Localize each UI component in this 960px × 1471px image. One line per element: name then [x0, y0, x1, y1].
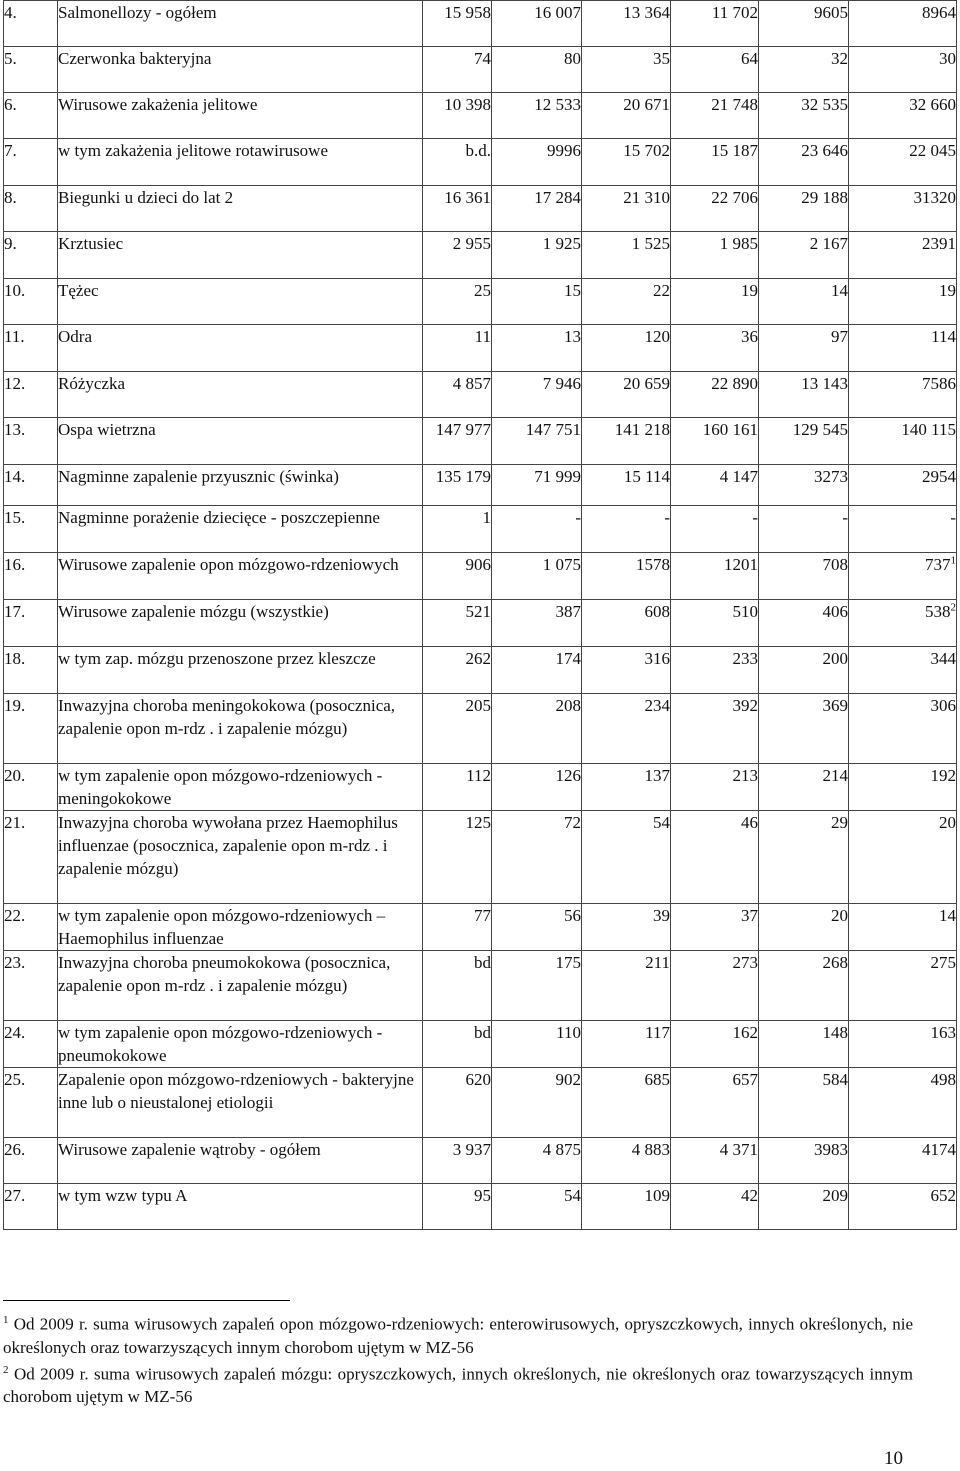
value-cell: [849, 232, 957, 279]
value-cell: 112: [423, 764, 492, 811]
disease-name: w tym zap. mózgu przenoszone przez kleszcze: [58, 647, 423, 694]
value-text: 22 045: [909, 141, 956, 160]
value-cell: 135 179: [423, 465, 492, 506]
value-text: 652: [930, 1186, 956, 1205]
value-cell: 15 958: [423, 1, 492, 47]
value-text: 344: [930, 649, 956, 668]
row-number: 22.: [4, 904, 58, 951]
value-cell: [849, 1138, 957, 1184]
value-cell: 13 143: [759, 372, 849, 418]
value-cell: 608: [582, 600, 671, 647]
value-cell: 147 977: [423, 418, 492, 465]
table-row: [4, 647, 957, 694]
row-number: 19.: [4, 694, 58, 764]
value-text: 30: [939, 49, 956, 68]
value-cell: bd: [423, 1021, 492, 1068]
value-cell: 23 646: [759, 139, 849, 186]
value-cell: 109: [582, 1184, 671, 1230]
value-cell: 174: [492, 647, 582, 694]
value-text: 31320: [913, 188, 956, 207]
value-cell: 21 748: [671, 93, 759, 139]
value-cell: [849, 553, 957, 600]
disease-name: Różyczka: [58, 372, 423, 418]
value-text: -: [950, 508, 956, 527]
value-text: 20: [939, 813, 956, 832]
disease-name: w tym wzw typu A: [58, 1184, 423, 1230]
value-cell: 125: [423, 811, 492, 904]
disease-name: Nagminne zapalenie przyusznic (świnka): [58, 465, 423, 506]
disease-name: Zapalenie opon mózgowo-rdzeniowych - bakteryjne inne lub o nieustalonej etiologii: [58, 1068, 423, 1138]
value-cell: 97: [759, 325, 849, 372]
value-cell: 21 310: [582, 186, 671, 232]
value-cell: [849, 186, 957, 232]
row-number: 21.: [4, 811, 58, 904]
disease-name: w tym zakażenia jelitowe rotawirusowe: [58, 139, 423, 186]
value-cell: 209: [759, 1184, 849, 1230]
value-cell: 22: [582, 279, 671, 325]
value-cell: [849, 694, 957, 764]
value-cell: 141 218: [582, 418, 671, 465]
value-cell: [849, 647, 957, 694]
value-cell: 657: [671, 1068, 759, 1138]
table-row: [4, 1138, 957, 1184]
value-text: 4174: [922, 1140, 956, 1159]
value-cell: -: [671, 506, 759, 553]
footnote-separator: [3, 1300, 290, 1301]
value-cell: 4 883: [582, 1138, 671, 1184]
value-cell: 3273: [759, 465, 849, 506]
value-text: 538: [925, 602, 951, 621]
table-row: [4, 139, 957, 186]
value-cell: 902: [492, 1068, 582, 1138]
value-cell: 16 361: [423, 186, 492, 232]
footnote-text: Od 2009 r. suma wirusowych zapaleń opon mózgowo-rdzeniowych: enterowirusowych, opryszczkowych, innych określonych, nie określonych oraz towarzyszących innym chorobom ujętym w MZ-56: [3, 1314, 913, 1357]
value-cell: 137: [582, 764, 671, 811]
table-row: [4, 232, 957, 279]
row-number: 20.: [4, 764, 58, 811]
value-cell: 15 702: [582, 139, 671, 186]
value-cell: 29: [759, 811, 849, 904]
value-text: 8964: [922, 3, 956, 22]
value-cell: 15 187: [671, 139, 759, 186]
value-cell: 268: [759, 951, 849, 1021]
value-cell: 37: [671, 904, 759, 951]
value-cell: b.d.: [423, 139, 492, 186]
value-cell: [849, 764, 957, 811]
value-cell: [849, 325, 957, 372]
value-cell: 46: [671, 811, 759, 904]
value-cell: 906: [423, 553, 492, 600]
value-text: 14: [939, 906, 956, 925]
value-cell: 120: [582, 325, 671, 372]
row-number: 11.: [4, 325, 58, 372]
table-row: [4, 418, 957, 465]
page-number: 10: [884, 1448, 903, 1469]
row-number: 12.: [4, 372, 58, 418]
value-cell: 20 659: [582, 372, 671, 418]
value-cell: 234: [582, 694, 671, 764]
value-cell: [849, 93, 957, 139]
disease-name: Inwazyjna choroba meningokokowa (posocznica, zapalenie opon m-rdz . i zapalenie mózgu): [58, 694, 423, 764]
value-cell: 77: [423, 904, 492, 951]
value-cell: 12 533: [492, 93, 582, 139]
value-cell: 54: [582, 811, 671, 904]
value-cell: 20 671: [582, 93, 671, 139]
value-cell: 29 188: [759, 186, 849, 232]
value-cell: 1 075: [492, 553, 582, 600]
table-row: [4, 951, 957, 1021]
value-cell: 13: [492, 325, 582, 372]
value-cell: 510: [671, 600, 759, 647]
value-cell: 9605: [759, 1, 849, 47]
value-cell: 233: [671, 647, 759, 694]
value-text: 114: [931, 327, 956, 346]
value-text: 2391: [922, 234, 956, 253]
disease-name: Tężec: [58, 279, 423, 325]
disease-name: Krztusiec: [58, 232, 423, 279]
disease-name: Wirusowe zapalenie opon mózgowo-rdzeniowych: [58, 553, 423, 600]
value-cell: 9996: [492, 139, 582, 186]
disease-name: Ospa wietrzna: [58, 418, 423, 465]
value-cell: 32: [759, 47, 849, 93]
value-cell: 56: [492, 904, 582, 951]
value-cell: 19: [671, 279, 759, 325]
row-number: 13.: [4, 418, 58, 465]
disease-name: Inwazyjna choroba pneumokokowa (posocznica, zapalenie opon m-rdz . i zapalenie mózgu): [58, 951, 423, 1021]
row-number: 8.: [4, 186, 58, 232]
value-cell: 117: [582, 1021, 671, 1068]
value-cell: [849, 811, 957, 904]
table-row: [4, 465, 957, 506]
row-number: 27.: [4, 1184, 58, 1230]
value-cell: 14: [759, 279, 849, 325]
value-cell: 1 985: [671, 232, 759, 279]
value-cell: 16 007: [492, 1, 582, 47]
value-cell: bd: [423, 951, 492, 1021]
value-cell: 22 706: [671, 186, 759, 232]
table-row: [4, 553, 957, 600]
value-cell: [849, 951, 957, 1021]
table-row: [4, 47, 957, 93]
footnote-text: Od 2009 r. suma wirusowych zapaleń mózgu: opryszczkowych, innych określonych, nie określonych oraz towarzyszących innym chorobom ujętym w MZ-56: [3, 1364, 913, 1407]
table-row: [4, 600, 957, 647]
table-row: [4, 186, 957, 232]
value-cell: 162: [671, 1021, 759, 1068]
value-cell: 4 857: [423, 372, 492, 418]
value-cell: 17 284: [492, 186, 582, 232]
value-cell: 72: [492, 811, 582, 904]
value-cell: 7 946: [492, 372, 582, 418]
disease-name: Wirusowe zakażenia jelitowe: [58, 93, 423, 139]
value-cell: 1201: [671, 553, 759, 600]
value-cell: [849, 47, 957, 93]
value-cell: 4 875: [492, 1138, 582, 1184]
value-cell: 42: [671, 1184, 759, 1230]
table-row: [4, 694, 957, 764]
value-cell: [849, 1184, 957, 1230]
footnote-marker: 1: [3, 1314, 9, 1326]
value-cell: 32 535: [759, 93, 849, 139]
value-cell: -: [759, 506, 849, 553]
table-row: [4, 325, 957, 372]
row-number: 10.: [4, 279, 58, 325]
value-cell: [849, 279, 957, 325]
value-cell: 74: [423, 47, 492, 93]
value-cell: 584: [759, 1068, 849, 1138]
disease-statistics-table: [3, 0, 957, 1230]
row-number: 16.: [4, 553, 58, 600]
value-cell: [849, 1021, 957, 1068]
row-number: 15.: [4, 506, 58, 553]
value-cell: 147 751: [492, 418, 582, 465]
row-number: 18.: [4, 647, 58, 694]
value-text: 163: [930, 1023, 956, 1042]
table-row: [4, 904, 957, 951]
value-cell: 36: [671, 325, 759, 372]
row-number: 17.: [4, 600, 58, 647]
value-cell: -: [492, 506, 582, 553]
disease-name: Odra: [58, 325, 423, 372]
value-cell: 4 147: [671, 465, 759, 506]
value-cell: 205: [423, 694, 492, 764]
value-text: 19: [939, 281, 956, 300]
value-cell: 214: [759, 764, 849, 811]
row-number: 5.: [4, 47, 58, 93]
disease-name: Inwazyjna choroba wywołana przez Haemophilus influenzae (posocznica, zapalenie opon m-rdz . i zapalenie mózgu): [58, 811, 423, 904]
value-cell: [849, 904, 957, 951]
value-cell: 708: [759, 553, 849, 600]
footnote: [3, 1359, 913, 1409]
value-cell: -: [582, 506, 671, 553]
table-row: [4, 279, 957, 325]
row-number: 9.: [4, 232, 58, 279]
value-cell: 406: [759, 600, 849, 647]
footnote: [3, 1309, 913, 1359]
value-cell: 521: [423, 600, 492, 647]
row-number: 26.: [4, 1138, 58, 1184]
footnote-reference: 1: [950, 554, 956, 567]
value-cell: 80: [492, 47, 582, 93]
value-cell: 200: [759, 647, 849, 694]
value-cell: 3 937: [423, 1138, 492, 1184]
value-cell: 1: [423, 506, 492, 553]
value-cell: 211: [582, 951, 671, 1021]
value-cell: 262: [423, 647, 492, 694]
table-row: [4, 1021, 957, 1068]
value-cell: 316: [582, 647, 671, 694]
footnote-reference: 2: [950, 601, 956, 614]
row-number: 23.: [4, 951, 58, 1021]
value-cell: 208: [492, 694, 582, 764]
value-cell: [849, 139, 957, 186]
value-cell: 387: [492, 600, 582, 647]
value-cell: 4 371: [671, 1138, 759, 1184]
disease-name: w tym zapalenie opon mózgowo-rdzeniowych - meningokokowe: [58, 764, 423, 811]
disease-name: Czerwonka bakteryjna: [58, 47, 423, 93]
value-cell: 392: [671, 694, 759, 764]
value-text: 192: [930, 766, 956, 785]
value-cell: [849, 372, 957, 418]
value-cell: [849, 600, 957, 647]
value-cell: 369: [759, 694, 849, 764]
table-row: [4, 1068, 957, 1138]
value-cell: 160 161: [671, 418, 759, 465]
value-cell: 620: [423, 1068, 492, 1138]
disease-name: w tym zapalenie opon mózgowo-rdzeniowych – Haemophilus influenzae: [58, 904, 423, 951]
value-cell: 175: [492, 951, 582, 1021]
value-cell: 20: [759, 904, 849, 951]
disease-name: Nagminne porażenie dziecięce - poszczepienne: [58, 506, 423, 553]
value-cell: [849, 1, 957, 47]
disease-name: Biegunki u dzieci do lat 2: [58, 186, 423, 232]
value-cell: 54: [492, 1184, 582, 1230]
value-cell: 64: [671, 47, 759, 93]
value-cell: 1 525: [582, 232, 671, 279]
value-cell: 15 114: [582, 465, 671, 506]
value-cell: 13 364: [582, 1, 671, 47]
value-text: 498: [930, 1070, 956, 1089]
row-number: 6.: [4, 93, 58, 139]
value-cell: 126: [492, 764, 582, 811]
value-cell: [849, 418, 957, 465]
value-text: 140 115: [901, 420, 956, 439]
value-cell: 2 955: [423, 232, 492, 279]
row-number: 24.: [4, 1021, 58, 1068]
row-number: 7.: [4, 139, 58, 186]
table-row: [4, 93, 957, 139]
value-text: 32 660: [909, 95, 956, 114]
row-number: 14.: [4, 465, 58, 506]
value-cell: [849, 1068, 957, 1138]
row-number: 25.: [4, 1068, 58, 1138]
value-text: 2954: [922, 467, 956, 486]
value-text: 7586: [922, 374, 956, 393]
value-cell: 35: [582, 47, 671, 93]
value-cell: 2 167: [759, 232, 849, 279]
value-text: 275: [930, 953, 956, 972]
table-row: [4, 1, 957, 47]
value-cell: 25: [423, 279, 492, 325]
value-cell: 10 398: [423, 93, 492, 139]
value-cell: 213: [671, 764, 759, 811]
value-text: 306: [930, 696, 956, 715]
value-cell: 11: [423, 325, 492, 372]
value-cell: [849, 506, 957, 553]
value-cell: 148: [759, 1021, 849, 1068]
value-cell: [849, 465, 957, 506]
value-cell: 1 925: [492, 232, 582, 279]
footnote-marker: 2: [3, 1363, 9, 1376]
value-cell: 39: [582, 904, 671, 951]
table-row: [4, 811, 957, 904]
disease-name: w tym zapalenie opon mózgowo-rdzeniowych - pneumokokowe: [58, 1021, 423, 1068]
value-cell: 22 890: [671, 372, 759, 418]
disease-name: Wirusowe zapalenie wątroby - ogółem: [58, 1138, 423, 1184]
row-number: 4.: [4, 1, 58, 47]
value-cell: 11 702: [671, 1, 759, 47]
value-cell: 110: [492, 1021, 582, 1068]
table-row: [4, 506, 957, 553]
value-cell: 685: [582, 1068, 671, 1138]
disease-name: Wirusowe zapalenie mózgu (wszystkie): [58, 600, 423, 647]
table-row: [4, 372, 957, 418]
value-cell: 1578: [582, 553, 671, 600]
value-cell: 273: [671, 951, 759, 1021]
disease-name: Salmonellozy - ogółem: [58, 1, 423, 47]
value-cell: 129 545: [759, 418, 849, 465]
value-text: 737: [925, 555, 951, 574]
table-row: [4, 1184, 957, 1230]
value-cell: 15: [492, 279, 582, 325]
value-cell: 71 999: [492, 465, 582, 506]
table-body: [4, 1, 957, 1230]
value-cell: 95: [423, 1184, 492, 1230]
value-cell: 3983: [759, 1138, 849, 1184]
table-row: [4, 764, 957, 811]
footnotes: [3, 1309, 913, 1408]
